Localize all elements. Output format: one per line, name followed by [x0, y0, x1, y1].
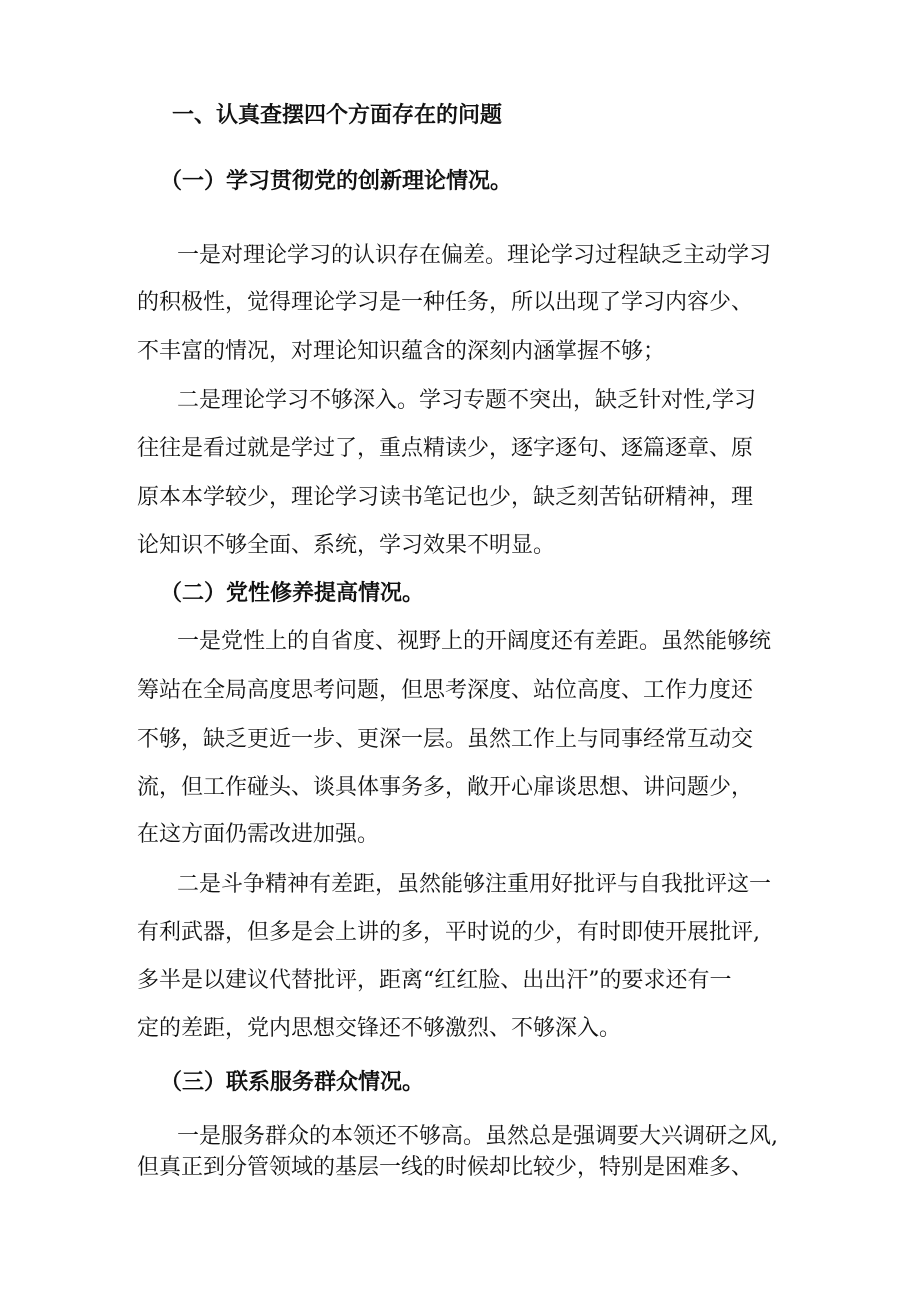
- subsection-heading-3: （三）联系服务群众情况。: [160, 1070, 425, 1095]
- paragraph-line: 原本本学较少，理论学习读书笔记也少，缺乏刻苦钻研精神，理: [137, 485, 754, 510]
- paragraph-line: 有利武器，但多是会上讲的多，平时说的少，有时即使开展批评,: [137, 920, 760, 945]
- paragraph-line: 定的差距，党内思想交锋还不够激烈、不够深入。: [137, 1016, 622, 1041]
- paragraph-line: 不够，缺乏更近一步、更深一层。虽然工作上与同事经常互动交: [137, 727, 754, 752]
- subsection-heading-1: （一）学习贯彻党的创新理论情况。: [160, 169, 513, 194]
- paragraph-line: 二是理论学习不够深入。学习专题不突出，缺乏针对性,学习: [177, 388, 756, 413]
- paragraph-line: 流，但工作碰头、谈具体事务多，敞开心扉谈思想、讲问题少，: [137, 775, 754, 800]
- paragraph-line: 一是党性上的自省度、视野上的开阔度还有差距。虽然能够统: [177, 629, 772, 654]
- paragraph-line: 但真正到分管领域的基层一线的时候却比较少，特别是困难多、: [137, 1155, 754, 1180]
- paragraph-line: 论知识不够全面、系统，学习效果不明显。: [137, 533, 556, 558]
- paragraph-line: 的积极性，觉得理论学习是一种任务，所以出现了学习内容少、: [137, 290, 754, 315]
- paragraph-line: 多半是以建议代替批评，距离“红红脸、出出汗”的要求还有一: [137, 968, 732, 993]
- paragraph-line: 往往是看过就是学过了，重点精读少，逐字逐句、逐篇逐章、原: [137, 436, 754, 461]
- section-title: 一、认真查摆四个方面存在的问题: [172, 103, 503, 128]
- paragraph-line: 在这方面仍需改进加强。: [137, 822, 380, 847]
- paragraph-line: 一是对理论学习的认识存在偏差。理论学习过程缺乏主动学习: [177, 243, 772, 268]
- subsection-heading-2: （二）党性修养提高情况。: [160, 581, 425, 606]
- paragraph-line: 不丰富的情况，对理论知识蕴含的深刻内涵掌握不够；: [137, 339, 666, 364]
- paragraph-line: 一是服务群众的本领还不够高。虽然总是强调要大兴调研之风,: [177, 1124, 778, 1149]
- paragraph-line: 筹站在全局高度思考问题，但思考深度、站位高度、工作力度还: [137, 678, 754, 703]
- paragraph-line: 二是斗争精神有差距，虽然能够注重用好批评与自我批评这一: [177, 872, 772, 897]
